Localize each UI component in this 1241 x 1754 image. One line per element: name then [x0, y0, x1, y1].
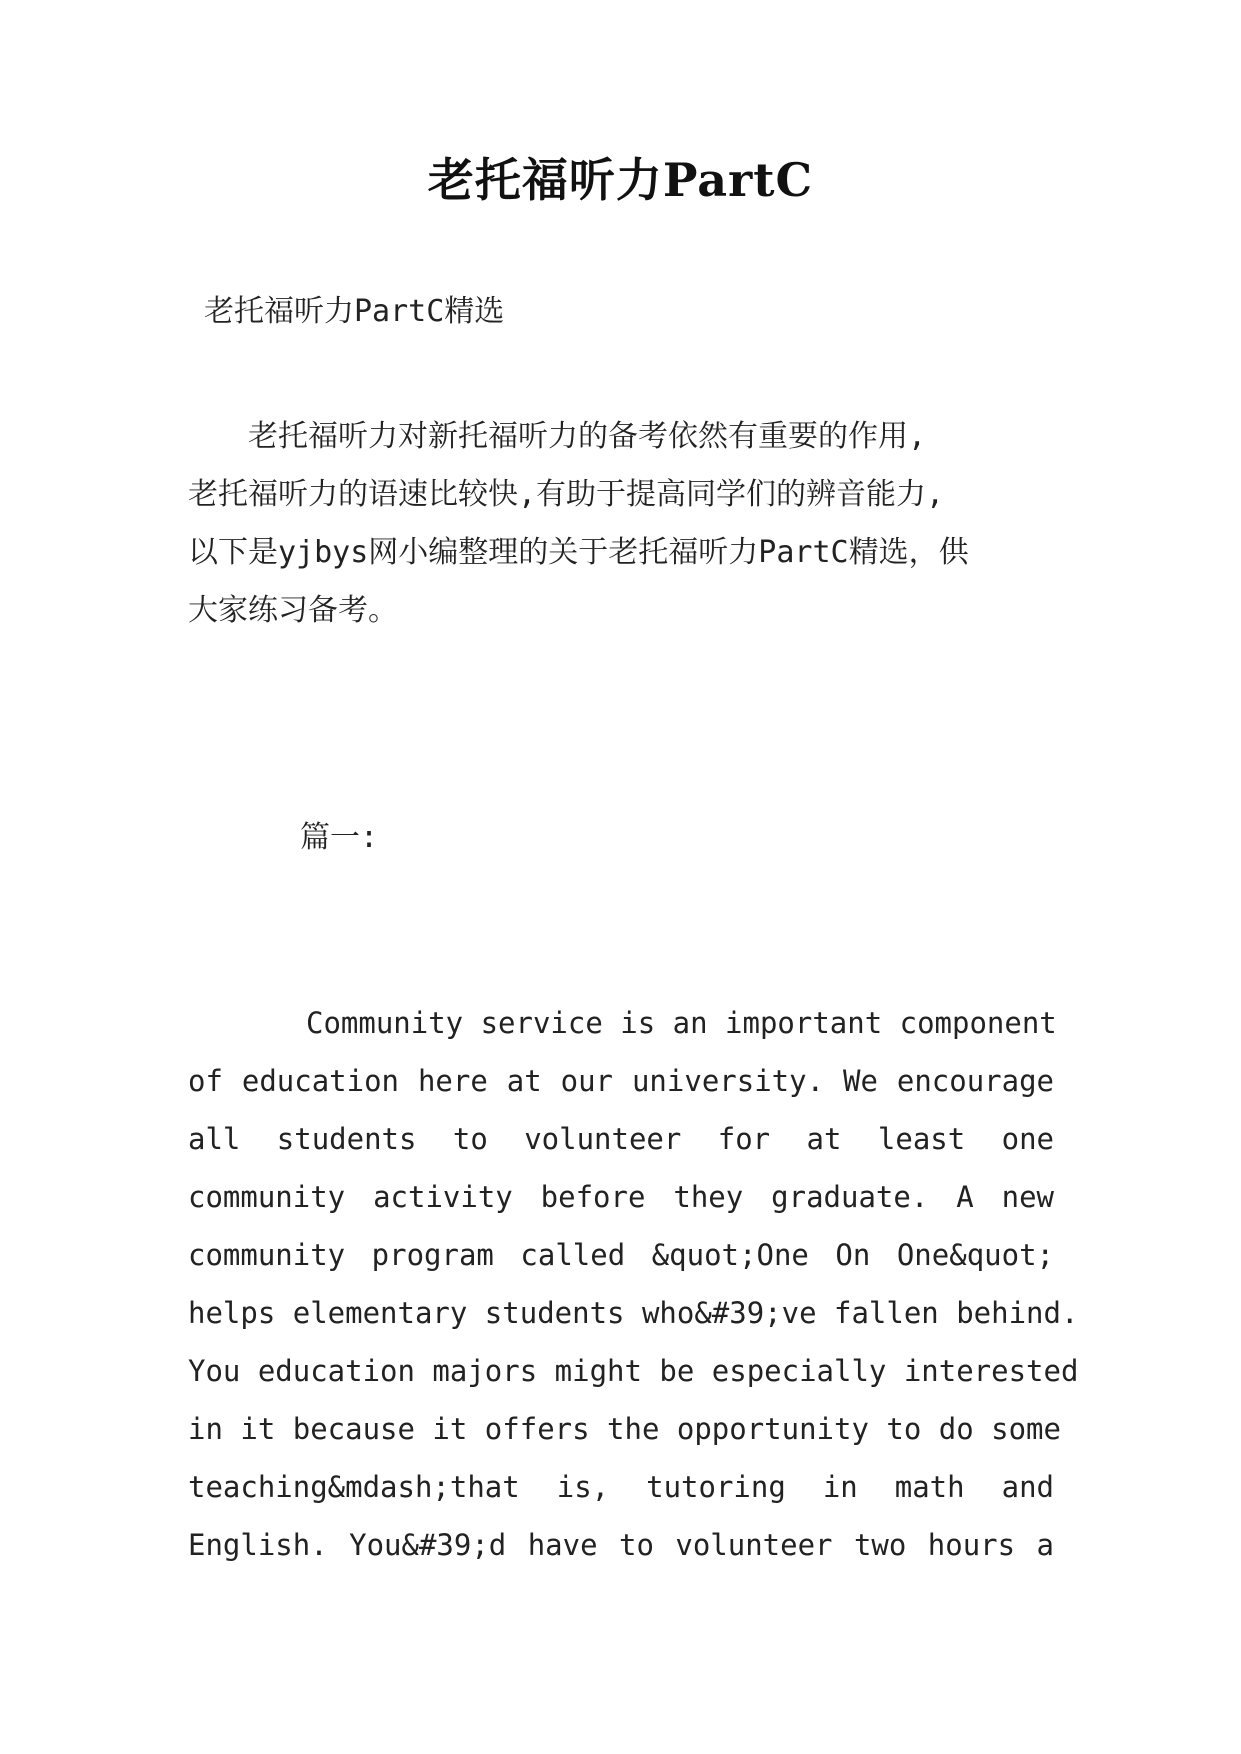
passage-paragraph: [188, 994, 1079, 1574]
passage-line: teaching&mdash;that is, tutoring in math and: [188, 1470, 1054, 1504]
intro-line: 老托福听力的语速比较快,有助于提高同学们的辨音能力,: [188, 477, 945, 512]
passage-line: helps elementary students who&#39;ve fallen behind.: [188, 1296, 1079, 1330]
document-subtitle: 老托福听力PartC精选: [204, 294, 505, 329]
section-heading: 篇一:: [300, 820, 379, 855]
passage-line: community program called &quot;One On One&quot;: [188, 1238, 1054, 1272]
intro-line: 老托福听力对新托福听力的备考依然有重要的作用,: [188, 419, 927, 454]
intro-paragraph: [188, 408, 1054, 640]
passage-line: Community service is an important component: [306, 1006, 1057, 1040]
passage-line: community activity before they graduate. A new: [188, 1180, 1054, 1214]
passage-line: You education majors might be especially interested: [188, 1354, 1079, 1388]
passage-line: in it because it offers the opportunity to do some: [188, 1412, 1061, 1446]
intro-line: 以下是yjbys网小编整理的关于老托福听力PartC精选，供: [188, 535, 969, 570]
passage-line: of education here at our university. We encourage: [188, 1064, 1054, 1098]
intro-line: 大家练习备考。: [188, 593, 398, 628]
passage-line: English. You&#39;d have to volunteer two hours a: [188, 1528, 1054, 1562]
passage-line: all students to volunteer for at least one: [188, 1122, 1054, 1156]
document-title: 老托福听力PartC: [427, 153, 814, 207]
